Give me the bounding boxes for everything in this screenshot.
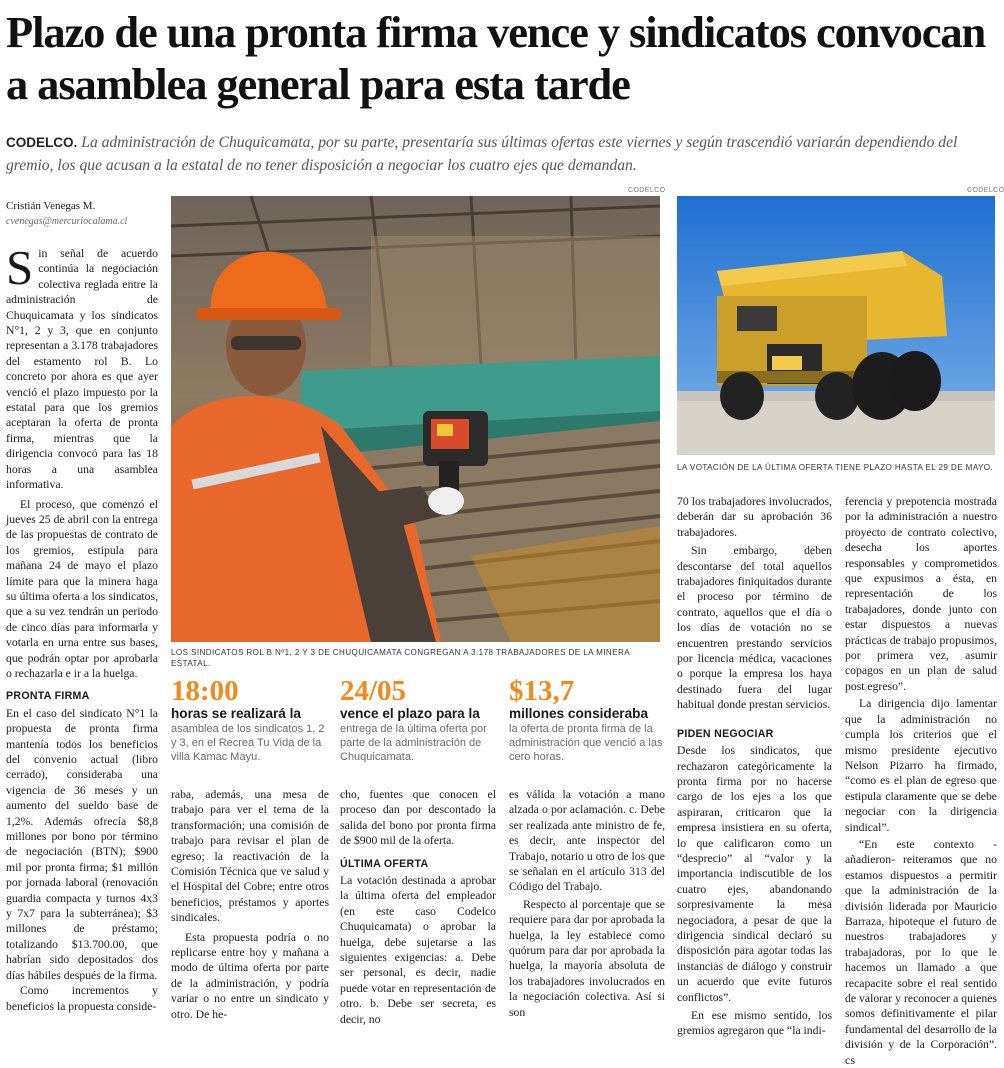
paragraph: En el caso del sindicato N°1 la propuesta de pronta firma mantenía todos los beneficios del convenio actual (libro cerrado), consideraba una vigencia de 36 meses y un aumento del sueldo base de 1,2%. Además ofrecía $8,8 millones por bono por término de negociación (BTN); $900 mil por pronta firma; $1 millón por jornada laboral (renovación guardia compacta y turnos 4x3 y 7x7 para la subterránea); $3 millones de préstamo; totalizando $13.700.00, que habrían sido depositados dos días hábiles después de la firma. (6, 706, 158, 982)
paragraph: En ese mismo sentido, los gremios agregaron que “la indi- (677, 1009, 832, 1038)
fact-number: $13,7 (509, 675, 575, 707)
fact-number: 18:00 (171, 675, 239, 707)
truck-photo-illustration (677, 196, 995, 455)
fact-heading: vence el plazo para la (340, 706, 480, 721)
fact-box (340, 676, 496, 764)
paragraph (845, 837, 997, 1068)
paragraph: 70 los trabajadores involucrados, deberán dar su aprobación 36 trabajadores. (677, 495, 832, 539)
paragraph: Esta propuesta podría o no replicarse entre hoy y mañana a modo de última oferta por parte de la administración, y podría variar o no entre un sindicato y otro. De he- (171, 930, 329, 1021)
column-3 (340, 787, 496, 1027)
column-6 (845, 494, 997, 1068)
photo-caption: LOS SINDICATOS ROL B Nº1, 2 Y 3 DE CHUQUICAMATA CONGREGAN A 3.178 TRABAJADORES DE LA MINERA ESTATAL. (171, 648, 630, 668)
subheading: PIDEN NEGOCIAR (677, 727, 774, 740)
dropcap: S (6, 240, 34, 295)
paragraph-text: “En este contexto -añadieron- reiteramos que no estamos dispuestos a permitir que la administración de la división liderada por Mauricio Barraza, hipoteque el futuro de nuestros trabajadores y trabajadoras, por lo que le hacemos un llamado a que recapacite sobre el real sentido de valorar y reconocer a quienes somos definitivamente el pilar fundamental del desarrollo de la división y de la Corporación”. (845, 837, 997, 1052)
fact-heading: horas se realizará la (171, 706, 301, 721)
byline-author: Cristián Venegas M. (6, 200, 96, 212)
paragraph: ferencia y prepotencia mostrada por la administración a nuestro proyecto de contrato colectivo, desecha los aportes responsables y comprometidos que expusimos a ésta, en representación de los trabajadores, donde junto con estar dispuestos a nuevas prácticas de trabajo propusimos, por primera vez, asumir copagos en un plan de salud post egreso”. (845, 495, 997, 693)
fact-body: asamblea de los sindicatos 1, 2 y 3, en el Recrea Tu Vida de la villa Kamac Mayu. (171, 723, 325, 763)
lede-text: La administración de Chuquicamata, por su parte, presentaría sus últimas ofertas este viernes y según trascendió variarán dependiendo del gremio, los que acusan a la estatal de no tener disposición a negociar los cuatro ejes que demandan. (6, 134, 958, 174)
paragraph: La dirigencia dijo lamentar que la administración no cumpla los criterios que el mismo presidente ejecutivo Nelson Pizarro ha firmado, “como es el plan de egreso que estipula claramente que se debe negociar con la dirigencia sindical”. (845, 697, 997, 834)
paragraph: cho, fuentes que conocen el proceso dan por descontado la salida del bono por pronta firma de $900 mil de la oferta. (340, 788, 496, 848)
column-2 (171, 787, 329, 1022)
paragraph: Como incrementos y beneficios la propuesta conside- (6, 984, 158, 1013)
byline-email[interactable]: cvenegas@mercuriocalama.cl (6, 216, 128, 227)
paragraph: Desde los sindicatos, que rechazaron categóricamente la pronta firma por no hacerse cargo de los ejes a los que aspiraran, criticaron que la empresa insistiera en su oferta, lo que calificaron como un “desprecio” al “valor y la importancia indiscutible de los cuatro ejes, abandonando sorpresivamente la mesa negociadora, a pesar de que la dirigencia sindical declaró su disposición para agotar todas las instancias de diálogo y construir un acuerdo que evite futuros conflictos”. (677, 744, 832, 1004)
paragraph: Sin embargo, deben descontarse del total aquellos trabajadores finiquitados durante el proceso por término de contrato, aquellos que el día o los días de votación no se encuentren prestando servicios por licencia médica, vacaciones o porque la empresa los haya destinado fuera del lugar habitual donde prestan servicios. (677, 544, 832, 712)
paragraph: Respecto al porcentaje que se requiere para dar por aprobada la huelga, la ley establece como quórum para dar por aprobada la huelga, la mayoría absoluta de los trabajadores involucrados en la negociación colectiva. Así si son (509, 897, 665, 1019)
paragraph: El proceso, que comenzó el jueves 25 de abril con la entrega de las propuestas de contrato de los gremios, estipula para mañana 24 de mayo el plazo límite para que la minera haga su última oferta a los sindicatos, que a su vez tendrán un periodo de cinco días para informarla y votarla en urna entre sus bases, que podrán optar por aprobarla o rechazarla e ir a la huelga. (6, 497, 158, 680)
subheading: ÚLTIMA OFERTA (340, 857, 429, 870)
paragraph: in señal de acuerdo continúa la negociación colectiva reglada entre la administración de Chuquicamata y los sindicatos N°1, 2 y 3, que en conjunto representan a 3.178 trabajadores del estamento rol B. Lo concreto por ahora es que ayer venció el plazo impuesto por la estatal para que los gremios aceptaran la oferta de pronta firma, mientras que la dirigencia convocó para las 18 horas a una asamblea informativa. (6, 247, 158, 492)
worker-photo-illustration (171, 196, 660, 642)
fact-body: entrega de la última oferta por parte de la administración de Chuquicamata. (340, 723, 487, 763)
subheading: PRONTA FIRMA (6, 690, 90, 703)
fact-box (509, 676, 665, 764)
column-4 (509, 787, 665, 1020)
photo-credit: CODELCO (628, 187, 666, 194)
paragraph: raba, además, una mesa de trabajo para ver el tema de la transformación; una comisión de trabajo para revisar el plan de egreso; la reactivación de la Comisión Técnica que ve salud y el Hospital del Cobre; entre otros beneficios, préstamos y aportes sindicales. (171, 788, 329, 925)
photo-caption: LA VOTACIÓN DE LA ÚLTIMA OFERTA TIENE PLAZO HASTA EL 29 DE MAYO. (677, 463, 994, 472)
fact-number: 24/05 (340, 675, 407, 707)
headline: Plazo de una pronta firma vence y sindicatos convocan a asamblea general para esta tarde (6, 7, 986, 109)
column-1 (6, 240, 158, 1014)
paragraph: La votación destinada a aprobar la última oferta del empleador (en este caso Codelco Chuquicamata) o aprobar la huelga, debe sujetarse a las siguientes exigencias: a. Debe ser personal, es decir, nadie puede votar en representación de otro. b. Debe ser secreta, es decir, no (340, 874, 496, 1026)
section-tag: CODELCO. (6, 135, 78, 150)
end-mark: cs (845, 1052, 855, 1067)
photo-credit: CODELCO (967, 187, 1004, 194)
paragraph: es válida la votación a mano alzada o por aclamación. c. Debe ser realizada ante ministro de fe, es decir, ante inspector del Trabajo, notario u otro de los que se señalan en el artículo 313 del Código del Trabajo. (509, 788, 665, 894)
truck-photo (677, 196, 995, 455)
fact-box (171, 676, 329, 764)
fact-body: la oferta de pronta firma de la administración que venció a las cero horas. (509, 723, 663, 763)
lede (6, 131, 996, 177)
worker-photo (171, 196, 660, 642)
column-5 (677, 494, 832, 1039)
fact-heading: millones consideraba (509, 706, 649, 721)
